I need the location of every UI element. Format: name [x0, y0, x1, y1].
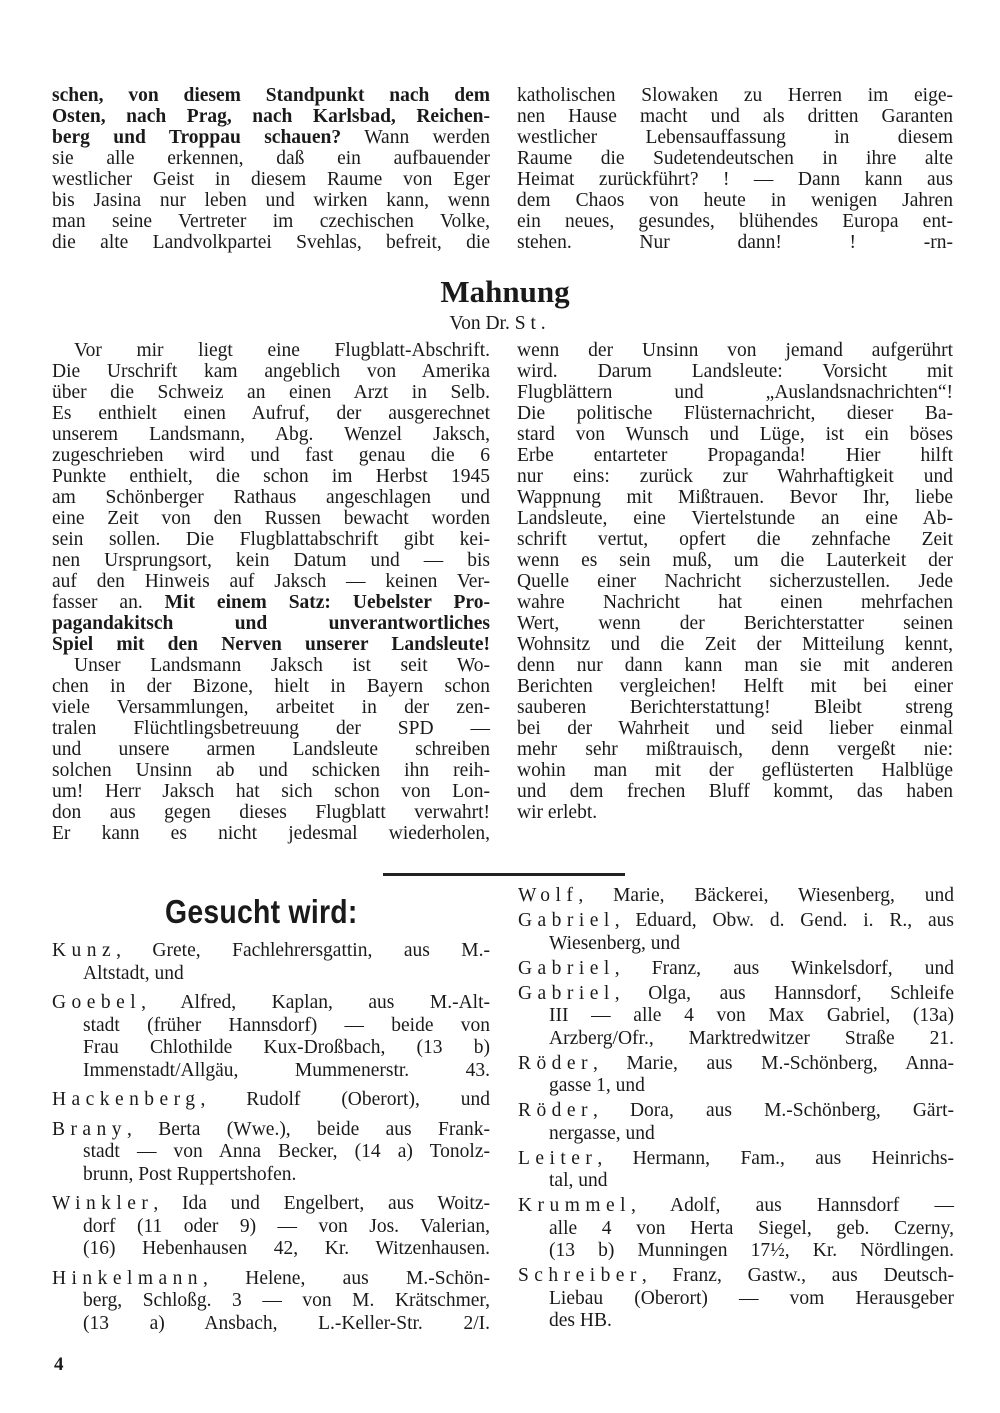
list-item	[518, 983, 954, 1051]
text: , Marie, aus M.-Schönberg, Anna-	[592, 1052, 954, 1074]
text: brunn, Post Ruppertshofen.	[83, 1163, 297, 1185]
text-line	[517, 550, 953, 571]
text: Raume die Sudetendeutschen in ihre alte	[517, 148, 953, 169]
text-line	[52, 529, 490, 550]
text: wohin man mit der geflüsterten Halblüge	[517, 760, 953, 781]
text: um! Herr Jaksch hat sich schon von Lon-	[52, 781, 490, 802]
text: bis Jasina nur leben und wirken kann, wenn	[52, 190, 490, 211]
text-line	[517, 592, 953, 613]
text: man seine Vertreter im czechischen Volke,	[52, 211, 490, 232]
text: sein sollen. Die Flugblattabschrift gibt kei-	[52, 529, 490, 550]
text: Wiesenberg, und	[549, 932, 680, 954]
byline-prefix: Von Dr.	[449, 313, 510, 334]
bold-text: Mit einem Satz: Uebelster Pro-	[164, 592, 490, 613]
text-line	[52, 963, 490, 986]
text-line	[517, 148, 953, 169]
person-name: Hinkelmann	[52, 1267, 203, 1289]
text-line	[518, 1148, 954, 1171]
list-item	[518, 885, 954, 908]
text-line	[52, 127, 490, 148]
list-item	[52, 1119, 490, 1187]
text: Wappnung mit Mißtrauen. Bevor Ihr, liebe	[517, 487, 953, 508]
article-continuation-left-column	[52, 85, 490, 253]
text-line	[52, 211, 490, 232]
list-item	[52, 1268, 490, 1336]
text-line	[52, 634, 490, 655]
list-item	[52, 992, 490, 1082]
person-name: Goebel	[52, 992, 142, 1013]
text: , Rudolf (Oberort), und	[200, 1089, 490, 1110]
text: auf den Hinweis auf Jaksch — keinen Ver-	[52, 571, 490, 592]
text-line	[52, 992, 490, 1015]
text: III — alle 4 von Max Gabriel, (13a)	[549, 1005, 954, 1026]
person-name: Leiter	[518, 1147, 598, 1169]
bold-text: schen, von diesem Standpunkt nach dem	[52, 85, 490, 106]
text: fasser an.	[52, 592, 165, 613]
text: Arzberg/Ofr., Marktredwitzer Straße 21.	[549, 1027, 954, 1049]
text-line	[52, 508, 490, 529]
text: Heimat zurückführt? ! — Dann kann aus	[517, 169, 953, 190]
text: stehen. Nur dann! ! -rn-	[517, 232, 953, 253]
text: , Eduard, Obw. d. Gend. i. R., aus	[614, 910, 954, 931]
text-line	[517, 655, 953, 676]
text: Wohnsitz und die Zeit der Mitteilung kennt,	[517, 634, 953, 655]
text-line	[52, 106, 490, 127]
text-line	[52, 340, 490, 361]
text-line	[52, 85, 490, 106]
text-line	[517, 403, 953, 424]
text: Unser Landsmann Jaksch ist seit Wo-	[74, 655, 490, 676]
text: tralen Flüchtlingsbetreuung der SPD —	[52, 718, 490, 739]
text-line	[52, 1193, 490, 1216]
text: und dem frechen Bluff kommt, das haben	[517, 781, 953, 802]
text: nergasse, und	[549, 1122, 655, 1144]
text-line	[52, 1268, 490, 1291]
mahnung-right-column	[517, 340, 953, 823]
text: wenn es sein muß, um die Lauterkeit der	[517, 550, 953, 571]
text-line	[517, 760, 953, 781]
text: chen in der Bizone, hielt in Bayern schon	[52, 676, 490, 697]
text: und unsere armen Landsleute schreiben	[52, 739, 490, 760]
text-line	[52, 382, 490, 403]
text: dorf (11 oder 9) — von Jos. Valerian,	[83, 1215, 490, 1237]
text-line	[517, 232, 953, 253]
text-line	[518, 1170, 954, 1193]
text-line	[517, 718, 953, 739]
text-line	[517, 487, 953, 508]
text: westlicher Geist in diesem Raume von Eger	[52, 169, 490, 190]
text-line	[518, 983, 954, 1006]
person-name: Röder	[518, 1052, 593, 1074]
text: am Schönberger Rathaus angeschlagen und	[52, 487, 490, 508]
text: Landsleute, eine Viertelstunde an eine Ab-	[517, 508, 953, 529]
section-heading: Gesucht wird:	[165, 893, 358, 930]
text-line	[518, 1288, 954, 1311]
text-line	[52, 1164, 490, 1187]
list-item	[52, 1089, 490, 1112]
text: Wann werden	[341, 127, 490, 148]
text: wahre Nachricht hat einen mehrfachen	[517, 592, 953, 613]
text-line	[52, 1216, 490, 1239]
text-line	[52, 169, 490, 190]
text: viele Versammlungen, arbeitet in der zen-	[52, 697, 490, 718]
text-line	[517, 676, 953, 697]
person-name: Brany	[52, 1118, 127, 1140]
text: Erbe entarteter Propaganda! Hier hilft	[517, 445, 953, 466]
text-line	[517, 529, 953, 550]
missing-persons-list-right	[518, 885, 954, 1335]
text: Die politische Flüsternachricht, dieser Ba-	[517, 403, 953, 424]
text-line	[517, 106, 953, 127]
text-line	[518, 1195, 954, 1218]
list-item	[518, 1148, 954, 1193]
list-item	[518, 910, 954, 955]
text-line	[518, 1240, 954, 1263]
text: berg, Schloßg. 3 — von M. Krätschmer,	[83, 1290, 490, 1311]
bold-text: Spiel mit den Nerven unserer Landsleute!	[52, 634, 490, 655]
text: schrift vertut, opfert die zehnfache Zeit	[517, 529, 953, 550]
list-item	[518, 1195, 954, 1263]
text-line	[52, 802, 490, 823]
mahnung-left-column	[52, 340, 490, 844]
text: Flugblättern und „Auslandsnachrichten“!	[517, 382, 953, 403]
text-line	[52, 550, 490, 571]
text-line	[518, 1265, 954, 1288]
text-line	[52, 676, 490, 697]
text: solchen Unsinn ab und schicken ihn reih-	[52, 760, 490, 781]
text: Vor mir liegt eine Flugblatt-Abschrift.	[74, 340, 490, 361]
text-line	[518, 1075, 954, 1098]
text-line	[517, 169, 953, 190]
text-line	[52, 823, 490, 844]
text: gasse 1, und	[549, 1075, 645, 1096]
text-line	[52, 424, 490, 445]
text: tal, und	[549, 1170, 608, 1191]
text: wird. Darum Landsleute: Vorsicht mit	[517, 361, 953, 382]
text-line	[52, 361, 490, 382]
text-line	[517, 211, 953, 232]
text: Die Urschrift kam angeblich von Amerika	[52, 361, 490, 382]
text: (16) Hebenhausen 42, Kr. Witzenhausen.	[83, 1238, 490, 1259]
missing-persons-list-left	[52, 940, 490, 1342]
text-line	[517, 697, 953, 718]
text: alle 4 von Herta Siegel, geb. Czerny,	[549, 1217, 954, 1239]
text-line	[518, 910, 954, 933]
text: wenn der Unsinn von jemand aufgerührt	[517, 340, 953, 361]
text-line	[518, 1310, 954, 1333]
text: Berichten vergleichen! Helft mit bei einer	[517, 676, 953, 697]
text-line	[52, 1119, 490, 1142]
text: ein neues, gesundes, blühendes Europa ent-	[517, 211, 953, 232]
page-number: 4	[54, 1354, 64, 1375]
text-line	[52, 760, 490, 781]
section-divider	[383, 873, 625, 876]
text: stadt — von Anna Becker, (14 a) Tonolz-	[83, 1141, 490, 1162]
byline-initials: St.	[514, 313, 551, 334]
bold-text: pagandakitsch und unverantwortliches	[52, 613, 490, 634]
text-line	[52, 1089, 490, 1112]
text: über die Schweiz an einen Arzt in Selb.	[52, 382, 490, 403]
text-line	[517, 613, 953, 634]
text-line	[52, 718, 490, 739]
text: denn nur dann kann man sie mit anderen	[517, 655, 953, 676]
text-line	[52, 190, 490, 211]
text-line	[517, 571, 953, 592]
text: sie alle erkennen, daß ein aufbauender	[52, 148, 490, 169]
text-line	[52, 781, 490, 802]
text-line	[518, 1028, 954, 1051]
text-line	[518, 885, 954, 908]
text-line	[52, 466, 490, 487]
text-line	[517, 508, 953, 529]
text: , Franz, Gastw., aus Deutsch-	[641, 1265, 954, 1286]
list-item	[52, 1193, 490, 1261]
person-name: Röder	[518, 1100, 593, 1121]
person-name: Gabriel	[518, 957, 615, 979]
text: (13 a) Ansbach, L.-Keller-Str. 2/I.	[83, 1312, 490, 1334]
text-line	[517, 466, 953, 487]
text-line	[517, 190, 953, 211]
text-line	[52, 697, 490, 718]
text-line	[52, 487, 490, 508]
text-line	[518, 1053, 954, 1076]
text-line	[52, 1290, 490, 1313]
text-line	[518, 933, 954, 956]
text-line	[52, 739, 490, 760]
text-line	[518, 958, 954, 981]
text-line	[517, 361, 953, 382]
text: nen Hause macht und als dritten Garanten	[517, 106, 953, 127]
text: , Marie, Bäckerei, Wiesenberg, und	[578, 885, 954, 906]
text-line	[52, 403, 490, 424]
text-line	[517, 340, 953, 361]
text-line	[518, 1218, 954, 1241]
text-line	[517, 85, 953, 106]
text-line	[52, 592, 490, 613]
text: eine Zeit von den Russen bewacht worden	[52, 508, 490, 529]
text: , Alfred, Kaplan, aus M.-Alt-	[141, 992, 490, 1013]
text-line	[518, 1123, 954, 1146]
person-name: Gabriel	[518, 910, 615, 931]
text-line	[517, 445, 953, 466]
text: die alte Landvolkpartei Svehlas, befreit, die	[52, 232, 490, 253]
text: Es enthielt einen Aufruf, der ausgerechnet	[52, 403, 490, 424]
text: (13 b) Munningen 17½, Kr. Nördlingen.	[549, 1240, 954, 1261]
text: mehr sehr mißtrauisch, denn vergeßt nie:	[517, 739, 953, 760]
text-line	[517, 802, 953, 823]
list-item	[52, 940, 490, 985]
text: Wert, wenn der Berichterstatter seinen	[517, 613, 953, 634]
person-name: Wolf	[518, 885, 579, 906]
text-line	[52, 571, 490, 592]
text-line	[52, 232, 490, 253]
text: sauberen Berichterstattung! Bleibt streng	[517, 697, 953, 718]
text: westlicher Lebensauffassung in diesem	[517, 127, 953, 148]
list-item	[518, 958, 954, 981]
text-line	[52, 148, 490, 169]
text-line	[517, 781, 953, 802]
text: nur eins: zurück zur Wahrhaftigkeit und	[517, 466, 953, 487]
text: , Olga, aus Hannsdorf, Schleife	[614, 982, 954, 1004]
text-line	[52, 1015, 490, 1038]
text: Liebau (Oberort) — vom Herausgeber	[549, 1287, 954, 1309]
text: stadt (früher Hannsdorf) — beide von	[83, 1014, 490, 1036]
text-line	[517, 739, 953, 760]
person-name: Kunz	[52, 940, 117, 961]
text: don aus gegen dieses Flugblatt verwahrt!	[52, 802, 490, 823]
text: , Franz, aus Winkelsdorf, und	[614, 957, 954, 979]
text: Altstadt, und	[83, 962, 184, 984]
text: dem Chaos von heute in wenigen Jahren	[517, 190, 953, 211]
article-title: Mahnung	[440, 274, 570, 309]
text: unserem Landsmann, Abg. Wenzel Jaksch,	[52, 424, 490, 445]
text-line	[517, 634, 953, 655]
text: wir erlebt.	[517, 802, 598, 823]
text: katholischen Slowaken zu Herren im eige-	[517, 85, 953, 106]
text: Immenstadt/Allgäu, Mummenerstr. 43.	[83, 1059, 490, 1081]
text-line	[52, 445, 490, 466]
text: Frau Chlothilde Kux-Droßbach, (13 b)	[83, 1037, 490, 1058]
text: stard von Wunsch und Lüge, ist ein böses	[517, 424, 953, 445]
person-name: Winkler	[52, 1193, 154, 1214]
text: Quelle einer Nachricht sicherzustellen. Jede	[517, 571, 953, 592]
person-name: Hackenberg	[52, 1089, 201, 1110]
text-line	[517, 382, 953, 403]
text-line	[52, 655, 490, 676]
text: , Berta (Wwe.), beide aus Frank-	[126, 1118, 490, 1140]
text: , Helene, aus M.-Schön-	[203, 1267, 490, 1289]
text-line	[517, 424, 953, 445]
text: des HB.	[549, 1310, 612, 1331]
person-name: Krummel	[518, 1195, 631, 1216]
text-line	[52, 1037, 490, 1060]
list-item	[518, 1265, 954, 1333]
list-item	[518, 1053, 954, 1098]
text: zugeschrieben wird und fast genau die 6	[52, 445, 490, 466]
text: , Adolf, aus Hannsdorf —	[630, 1195, 954, 1216]
text: Punkte enthielt, die schon im Herbst 1945	[52, 466, 490, 487]
text: , Ida und Engelbert, aus Woitz-	[153, 1193, 490, 1214]
text: nen Ursprungsort, kein Datum und — bis	[52, 550, 490, 571]
text-line	[52, 1141, 490, 1164]
text: , Hermann, Fam., aus Heinrichs-	[597, 1147, 954, 1169]
text: Er kann es nicht jedesmal wiederholen,	[52, 823, 490, 844]
text-line	[52, 613, 490, 634]
bold-text: berg und Troppau schauen?	[52, 127, 342, 148]
person-name: Schreiber	[518, 1265, 642, 1286]
text-line	[518, 1005, 954, 1028]
text-line	[52, 1060, 490, 1083]
text: , Grete, Fachlehrersgattin, aus M.-	[116, 940, 490, 961]
person-name: Gabriel	[518, 982, 615, 1004]
article-byline	[0, 313, 1000, 335]
article-continuation-right-column	[517, 85, 953, 253]
text-line	[52, 1238, 490, 1261]
list-item	[518, 1100, 954, 1145]
text-line	[518, 1100, 954, 1123]
text: bei der Wahrheit und seid lieber einmal	[517, 718, 953, 739]
text: , Dora, aus M.-Schönberg, Gärt-	[592, 1100, 954, 1121]
text-line	[517, 127, 953, 148]
text-line	[52, 1313, 490, 1336]
bold-text: Osten, nach Prag, nach Karlsbad, Reichen-	[52, 106, 490, 127]
text-line	[52, 940, 490, 963]
